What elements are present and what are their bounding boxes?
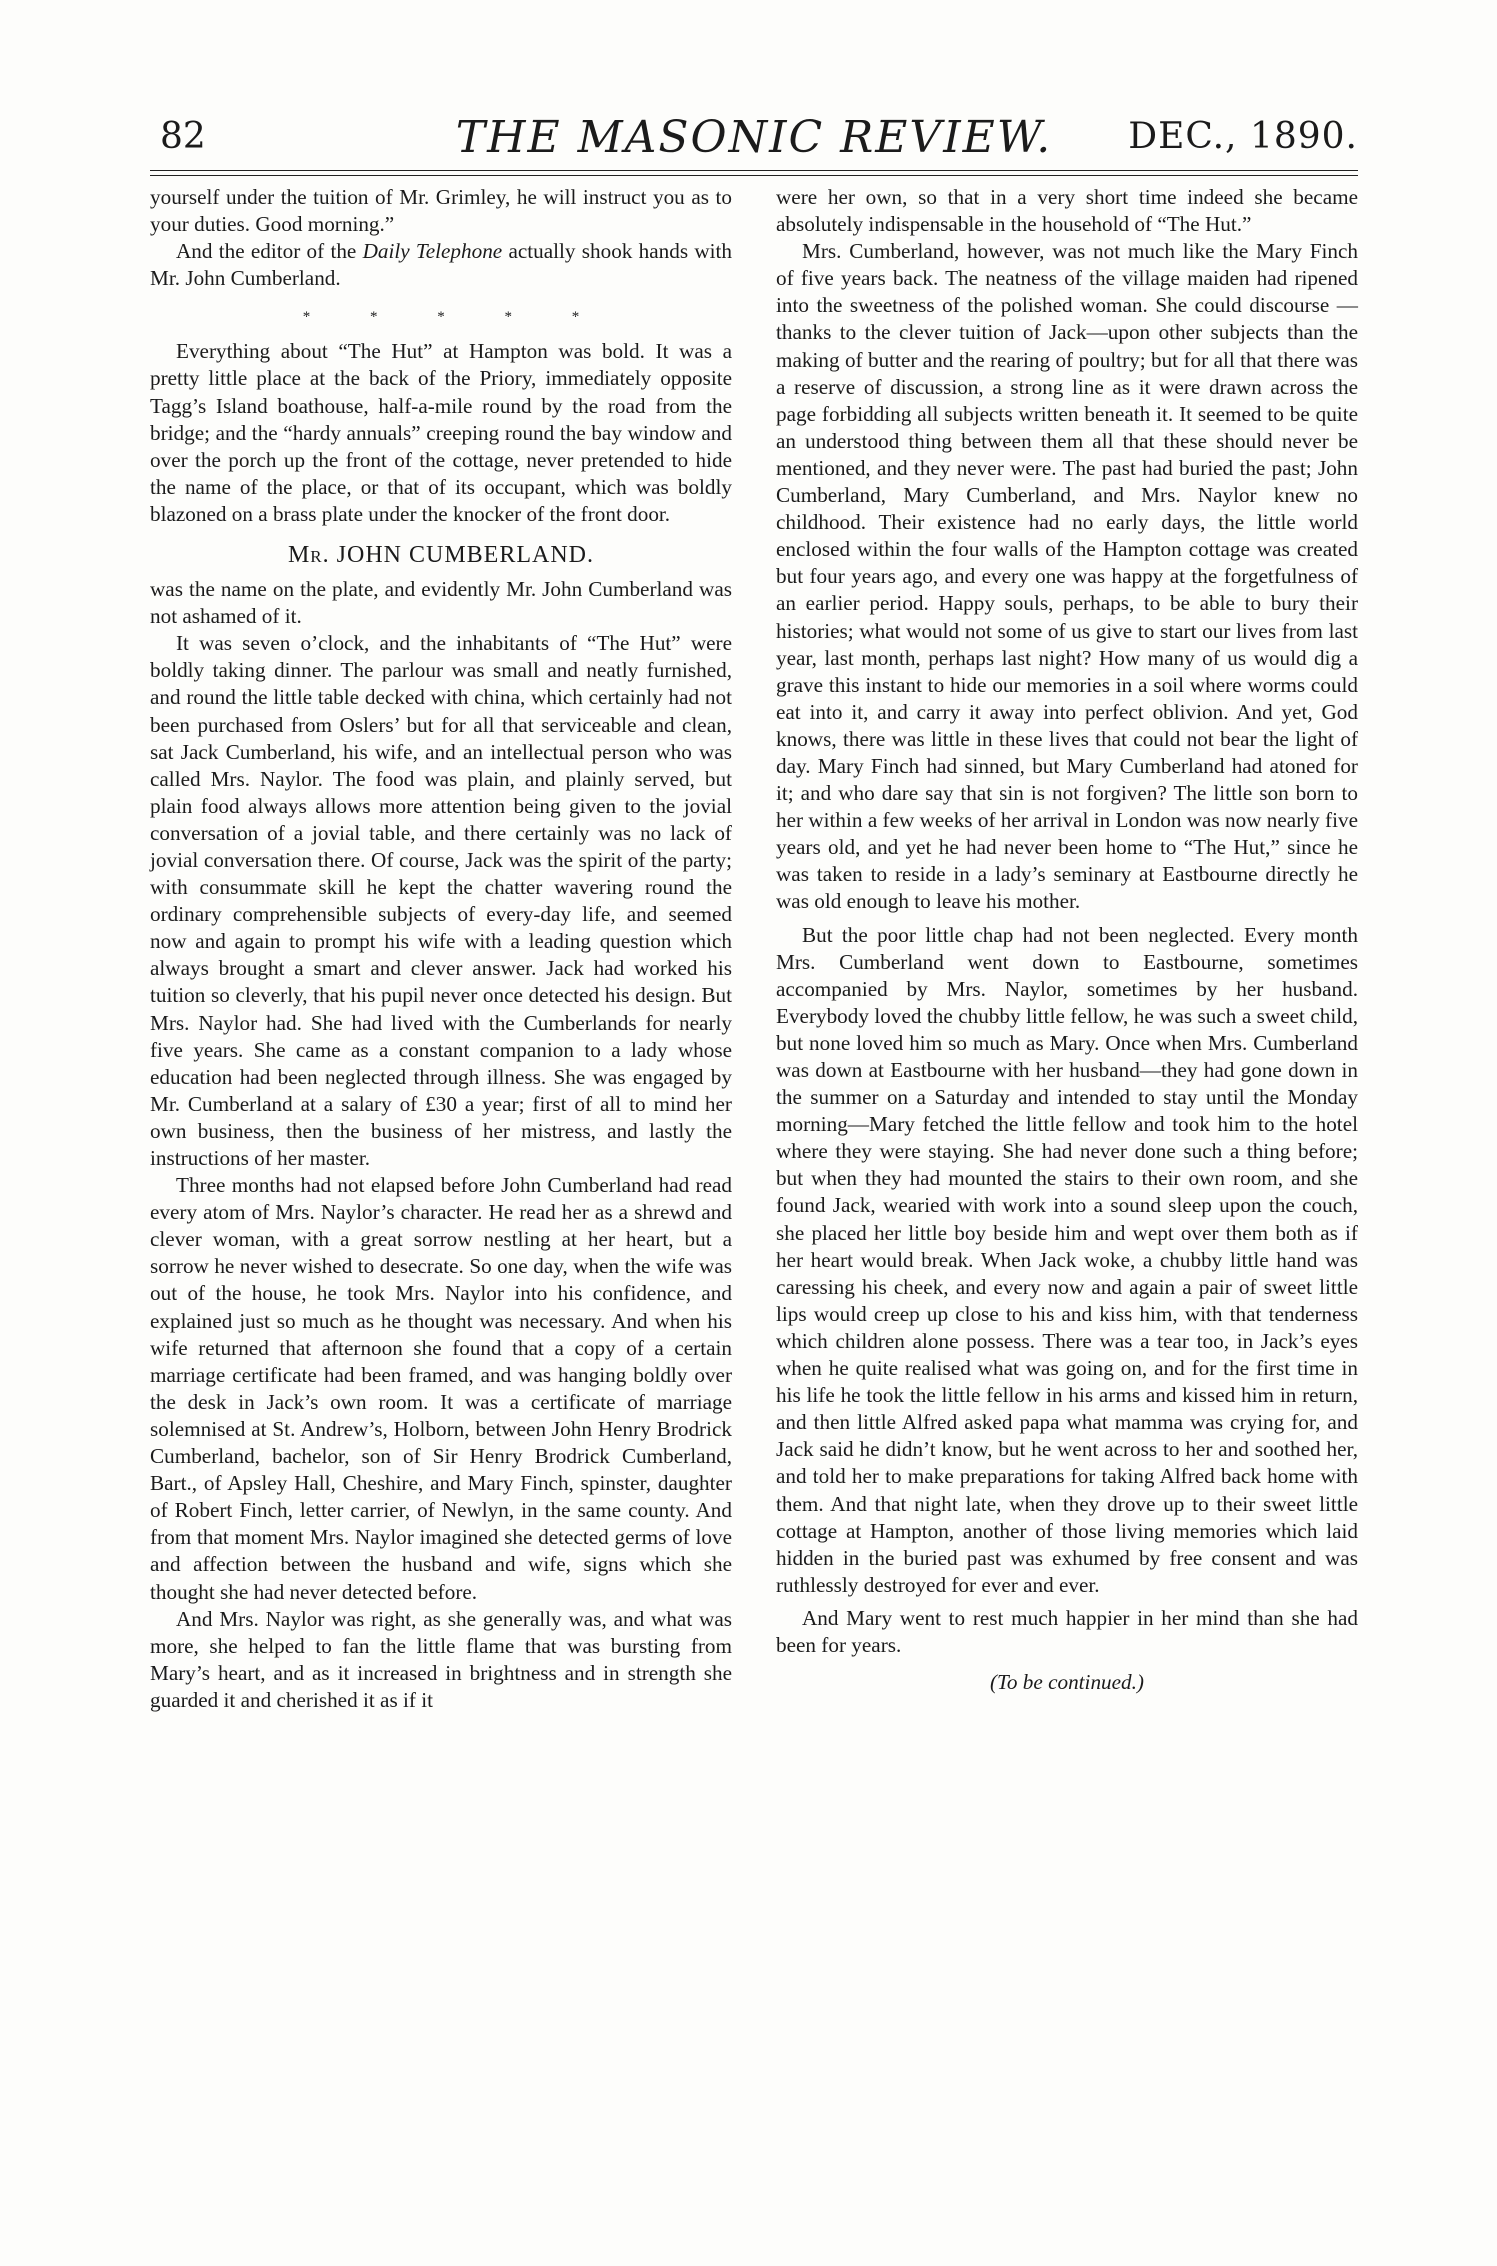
paragraph: yourself under the tuition of Mr. Grimley, he will instruct you as to your duties. Good morning.” — [150, 185, 732, 237]
paragraph: were her own, so that in a very short time indeed she became absolutely indispensable in the household of “The Hut.” — [776, 185, 1358, 237]
paragraph: But the poor little chap had not been neglected. Every month Mrs. Cumberland went down to Eastbourne, sometimes accompanied by Mrs. Naylor, sometimes by her husband. Everybody loved the chubby little fellow, he was such a sweet child, but none loved him so much as Mary. Once when Mrs. Cumberland was down at Eastbourne with her husband—they had gone down in the summer on a Saturday and intended to stay until the Monday morning—Mary fetched the little fellow and took him to the hotel where they were staying. She had never done such a thing before; but when they had mounted the stairs to their own room, and she found Jack, wearied with work into a sound sleep upon the couch, she placed her little boy beside him and wept over them both as if her heart would break. When Jack woke, a chubby little hand was caressing his cheek, and every now and again a pair of sweet little lips would creep up close to his and kiss him, with that tenderness which children alone possess. There was a tear too, in Jack’s eyes when he quite realised what was going on, and for the first time in his life he took the little fellow in his arms and kissed him in return, and then little Alfred asked papa what mamma was crying for, and Jack said he didn’t know, but he went across to her and soothed her, and told her to make preparations for taking Alfred back home with them. And that night late, when they drove up to their sweet little cottage at Hampton, another of those living memories which laid hidden in the buried past was exhumed by free consent and was ruthlessly destroyed for ever and ever. — [776, 922, 1358, 1597]
paragraph: Three months had not elapsed before John Cumberland had read every atom of Mrs. Naylor’s character. He read her as a shrewd and clever woman, with a great sorrow nestling at her heart, but a sorrow he never wished to desecrate. So one day, when the wife was out of the house, he took Mrs. Naylor into his confidence, and explained just so much as he thought was necessary. And when his wife returned that afternoon she found that a copy of a certain marriage certificate had been framed, and was hanging boldly over the desk in Jack’s own room. It was a certificate of marriage solemnised at St. Andrew’s, Holborn, between John Henry Brodrick Cumberland, bachelor, son of Sir Henry Brodrick Cumberland, Bart., of Apsley Hall, Cheshire, and Mary Finch, spinster, daughter of Robert Finch, letter carrier, of Newlyn, in the same county. And from that moment Mrs. Naylor imagined she detected germs of love and affection between the husband and wife, signs which she thought she had never detected before. — [150, 1173, 732, 1604]
paragraph-text: And the editor of the — [176, 239, 363, 264]
left-column — [150, 184, 732, 1714]
plate-name: JOHN CUMBERLAND. — [336, 542, 595, 569]
paragraph: Mrs. Cumberland, however, was not much like the Mary Finch of five years back. The neatness of the village maiden had ripened into the sweetness of the polished woman. She could discourse — thanks to the clever tuition of Jack—upon other subjects than the making of butter and the rearing of poultry; but for all that there was a reserve of discussion, a strong line as it were drawn across the page forbidding all subjects written beneath it. It seemed to be quite an understood thing between them all that these should never be mentioned, and they never were. The past had buried the past; John Cumberland, Mary Cumberland, and Mrs. Naylor knew no childhood. Their existence had no early days, the little world enclosed within the four walls of the Hampton cottage was created but four years ago, and every one was happy at the forgetfulness of an earlier period. Happy souls, perhaps, to be able to bury their histories; what would not some of us give to start our lives from last year, last month, perhaps last night? How many of us would dig a grave this instant to hide our memories in a soil where worms could eat into it, and carry it away into perfect oblivion. And yet, God knows, there was little in these lives that could not bear the light of day. Mary Finch had sinned, but Mary Cumberland had atoned for it; and who dare say that sin is not forgiven? The little son born to her within a few weeks of her arrival in London was now nearly five years old, and yet he had never been home to “The Hut,” since he was taken to reside in a lady’s seminary at Eastbourne directly he was old enough to leave his mother. — [776, 239, 1358, 914]
paragraph: And Mrs. Naylor was right, as she generally was, and what was more, she helped to fan the little flame that was bursting from Mary’s heart, and as it increased in brightness and in strength she guarded it and cherished it as if it — [150, 1606, 732, 1712]
plate-title: Mr. — [287, 542, 330, 569]
page-number: 82 — [160, 116, 206, 157]
header-rule — [150, 170, 1358, 171]
journal-title: THE MASONIC REVIEW. — [455, 112, 1053, 163]
paragraph: It was seven o’clock, and the inhabitants of “The Hut” were boldly taking dinner. The parlour was small and neatly furnished, and round the little table decked with china, which certainly had not been purchased from Oslers’ but for all that serviceable and clean, sat Jack Cumberland, his wife, and an intellectual person who was called Mrs. Naylor. The food was plain, and plainly served, but plain food always allows more attention being given to the jovial conversation of a jovial table, and there certainly was no lack of jovial conversation there. Of course, Jack was the spirit of the party; with consummate skill he kept the chatter wavering round the ordinary comprehensible subjects of every-day life, and seemed now and again to prompt his wife with a leading question which always brought a smart and clever answer. Jack had worked his tuition so cleverly, that his pupil never once detected his design. But Mrs. Naylor had. She had lived with the Cumberlands for nearly five years. She came as a constant companion to a lady whose education had been neglected through illness. She was engaged by Mr. Cumberland at a salary of £30 a year; first of all to mind her own business, then the business of her mistress, and lastly the instructions of her master. — [150, 631, 732, 1170]
paragraph: And Mary went to rest much happier in her mind than she had been for years. — [776, 1605, 1358, 1657]
header-rule-secondary — [150, 175, 1358, 176]
page-header — [150, 108, 1358, 168]
paragraph-text: actually shook hands with Mr. John Cumberland. — [150, 239, 732, 291]
paragraph — [150, 238, 732, 292]
right-column — [776, 184, 1358, 1696]
section-break-asterisks: * * * * * — [302, 309, 580, 326]
brass-plate-name — [150, 540, 732, 570]
paragraph: Everything about “The Hut” at Hampton was bold. It was a pretty little place at the back of the Priory, immediately opposite Tagg’s Island boathouse, half-a-mile round by the road from the bridge; and the “hardy annuals” creeping round the bay window and over the porch up the front of the cottage, never pretended to hide the name of the place, or that of its occupant, which was boldly blazoned on a brass plate under the knocker of the front door. — [150, 339, 732, 526]
newspaper-name: Daily Telephone — [362, 239, 503, 264]
issue-date: DEC., 1890. — [1128, 116, 1358, 157]
to-be-continued: (To be continued.) — [990, 1670, 1144, 1695]
paragraph: was the name on the plate, and evidently Mr. John Cumberland was not ashamed of it. — [150, 577, 732, 629]
